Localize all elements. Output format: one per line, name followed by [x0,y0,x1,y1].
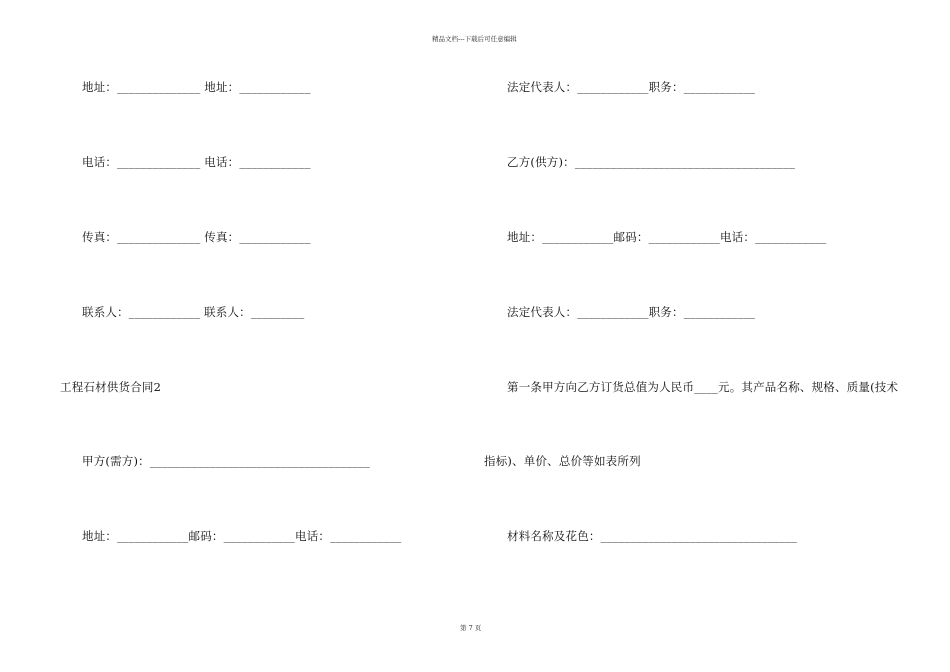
left-address-line: 地址：______________ 地址：____________ [82,80,311,94]
page-footer: 第 7 页 [460,624,482,632]
article-one-continuation: 指标)、单价、总价等如表所列 [484,454,641,468]
party-b-line: 乙方(供方)：_____________________________________ [507,155,796,169]
party-a-line: 甲方(需方)：_____________________________________ [82,454,371,468]
contract-title: 工程石材供货合同2 [60,380,162,394]
left-phone-line: 电话：______________ 电话：____________ [82,155,311,169]
right-legal-rep-line-1: 法定代表人：____________职务：____________ [507,80,756,94]
left-contact-line: 联系人：____________ 联系人：_________ [82,305,305,319]
party-a-address-line: 地址：____________邮码：____________电话：____________ [82,529,402,543]
left-fax-line: 传真：______________ 传真：____________ [82,230,311,244]
party-b-address-line: 地址：____________邮码：____________电话：____________ [507,230,827,244]
right-legal-rep-line-2: 法定代表人：____________职务：____________ [507,305,756,319]
page-header: 精品文档---下载后可任意编辑 [432,35,517,43]
article-one-line: 第一条甲方向乙方订货总值为人民币____元。其产品名称、规格、质量(技术 [507,380,899,394]
material-name-line: 材料名称及花色：_________________________________ [507,529,797,543]
